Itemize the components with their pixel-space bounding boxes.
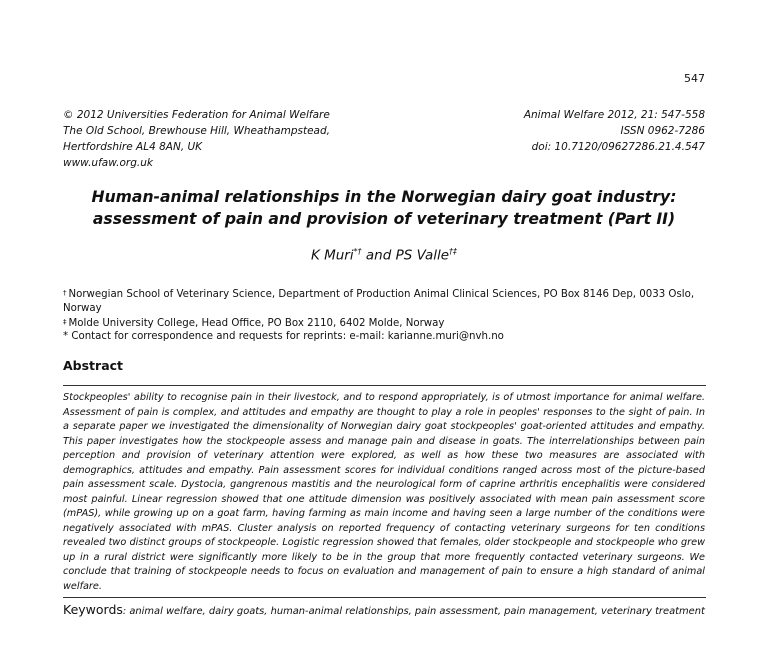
abstract-heading: Abstract [63,358,124,373]
author-name: K Muri [310,247,354,264]
issn: ISSN 0962-7286 [620,125,705,137]
abstract-body: Stockpeoples' ability to recognise pain in their livestock, and to respond appropriately, is of utmost importance for animal welfare. Assessment of pain is complex, and attitudes and empathy are thought to play a role in peoples' responses to the sight of pain. In a separate paper we investigated the dimensionality of Norwegian dairy goat stockpeoples' goat-oriented attitudes and empathy. This paper investigates how the stockpeople assess and manage pain and disease in goats. The interrelationships between pain perception and provision of veterinary attention were explored, as well as how these two measures are associated with demographics, attitudes and empathy. Pain assessment scores for individual conditions ranged across most of the picture-based pain assessment scale. Dystocia, gangrenous mastitis and the neurological form of caprine arthritis encephalitis were considered most painful. Linear regression showed that one attitude dimension was positively associated with mean pain assessment score (mPAS), while growing up on a goat farm, having farming as main income and having seen a large number of the conditions were negatively associated with mPAS. Cluster analysis on reported frequency of contacting veterinary surgeons for ten conditions revealed two distinct groups of stockpeople. Logistic regression showed that females, older stockpeople and stockpeople who grew up in a rural district were significantly more likely to be in the group that more frequently contacted veterinary surgeons. We conclude that training of stockpeople needs to focus on evaluation and management of pain to ensure a high standard of animal welfare. [63,392,705,592]
publisher-website: www.ufaw.org.uk [63,157,153,169]
author-marks: †‡ [449,247,458,256]
abstract-top-rule [63,385,706,386]
affiliations [63,287,708,344]
author-name: PS Valle [395,247,450,264]
keywords [63,602,708,617]
affiliation-text: Norwegian School of Veterinary Science, Department of Production Animal Clinical Sciences, PO Box 8146 Dep, 0033 Oslo, Norway [63,289,695,314]
author-list [0,247,768,264]
correspondence-text: Contact for correspondence and requests for reprints: e-mail: karianne.muri@nvh.no [71,331,504,343]
correspondence-mark: * [63,331,69,343]
keywords-list: animal welfare, dairy goats, human-animal relationships, pain assessment, pain management, veterinary treatment [129,606,705,617]
journal-citation: Animal Welfare 2012, 21: 547-558 [523,109,705,121]
correspondence-note [63,330,708,344]
author-conjunction: and [365,247,392,264]
journal-publisher-info [63,107,330,171]
keywords-colon: : [122,606,130,617]
keywords-label: Keywords [63,602,123,617]
copyright-line: © 2012 Universities Federation for Animal Welfare [63,109,330,121]
title-line: Human-animal relationships in the Norwegian dairy goat industry: [91,188,677,206]
page-number: 547 [684,72,705,85]
doi: doi: 10.7120/09627286.21.4.547 [531,141,705,153]
affiliation-mark: ‡ [63,317,67,326]
author-marks: *† [353,247,362,256]
paper-title [40,186,728,230]
affiliation [63,316,708,331]
publisher-address-line: The Old School, Brewhouse Hill, Wheathampstead, [63,125,330,137]
journal-citation-info [524,107,705,155]
affiliation-text: Molde University College, Head Office, PO Box 2110, 6402 Molde, Norway [68,317,445,329]
publisher-address-line: Hertfordshire AL4 8AN, UK [63,141,203,153]
affiliation-mark: † [63,289,67,297]
abstract-bottom-rule [63,597,706,598]
affiliation [63,287,708,316]
title-line: assessment of pain and provision of veterinary treatment (Part II) [92,210,676,228]
